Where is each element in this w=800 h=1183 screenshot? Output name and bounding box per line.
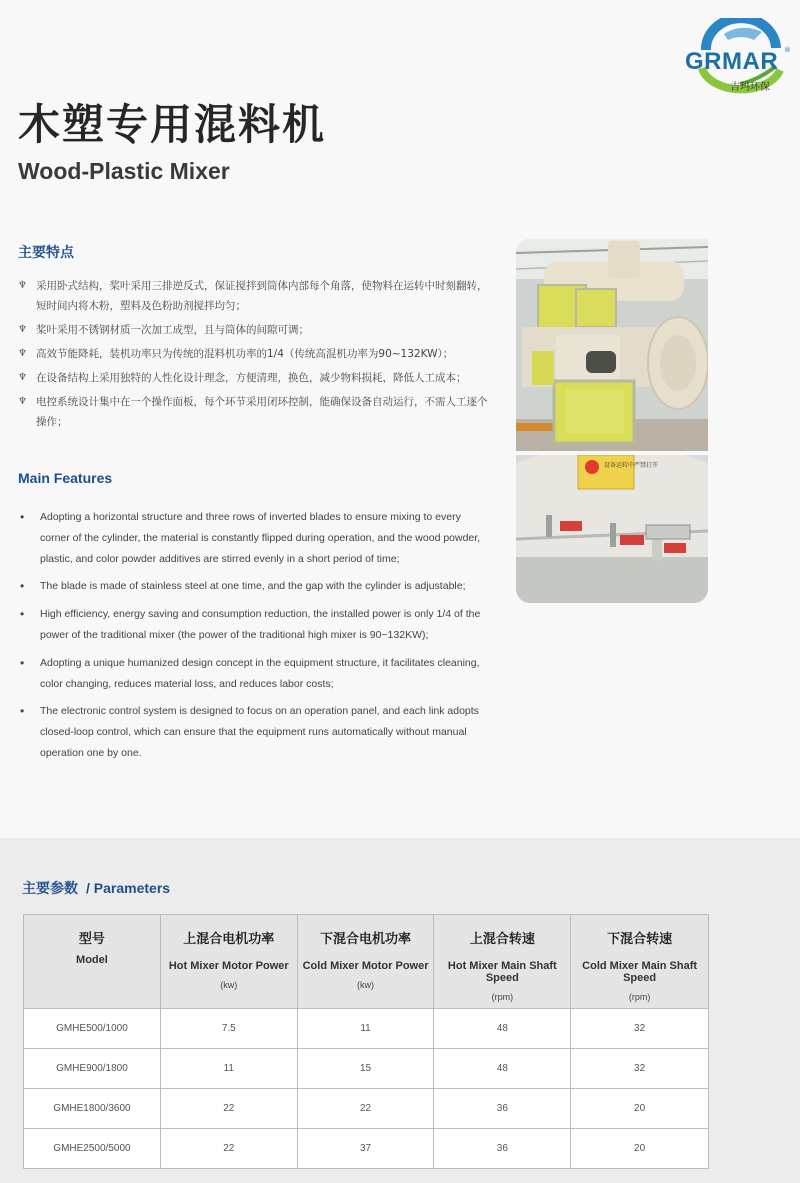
table-row [24, 1129, 709, 1169]
column-header-model: 型号 Model [24, 915, 161, 1009]
warning-sign-text: 设备运转中严禁打开 [604, 462, 659, 469]
list-item: • The electronic control system is designed to focus on an operation panel, and each link adopts closed-loop control, which can ensure that the equipment runs automatically without manual operation one by one. [18, 701, 488, 763]
cell-model: GMHE1800/3600 [24, 1089, 161, 1129]
page-title-en: Wood-Plastic Mixer [18, 158, 230, 184]
cell-cold-power: 22 [297, 1089, 434, 1129]
table-row [24, 1009, 709, 1049]
params-heading-cn: 主要参数 [22, 881, 78, 897]
table-header-row [24, 915, 709, 1009]
cell-cold-speed: 32 [571, 1049, 709, 1089]
mixer-machine-photo [516, 239, 708, 451]
logo-chinese-text: 吉玛环保 [730, 82, 770, 93]
bullet-icon: • [20, 579, 25, 594]
cell-model: GMHE500/1000 [24, 1009, 161, 1049]
bullet-icon: ♆ [18, 348, 27, 359]
list-item: • Adopting a unique humanized design concept in the equipment structure, it facilitates cleaning, color changing, reduces material loss, and reduces labor costs; [18, 653, 488, 695]
cell-cold-power: 15 [297, 1049, 434, 1089]
features-list-en [18, 507, 488, 771]
bullet-icon: ♆ [18, 324, 27, 335]
cell-cold-power: 11 [297, 1009, 434, 1049]
cell-hot-speed: 48 [434, 1049, 571, 1089]
page-title-cn: 木塑专用混料机 [18, 100, 327, 149]
cell-hot-power: 22 [160, 1129, 297, 1169]
table-row [24, 1089, 709, 1129]
cell-hot-speed: 48 [434, 1009, 571, 1049]
bullet-icon: • [20, 704, 25, 719]
features-heading-en: Main Features [18, 470, 113, 486]
bullet-icon: ♆ [18, 396, 27, 407]
bullet-icon: • [20, 607, 25, 622]
params-heading-en: / Parameters [86, 880, 171, 896]
column-header-cold-mixer-speed: 下混合转速 Cold Mixer Main Shaft Speed (rpm) [571, 915, 709, 1009]
list-item: ♆ 在设备结构上采用独特的人性化设计理念，方便清理，换色，减少物料损耗，降低人工成本； [18, 368, 488, 388]
parameters-table [23, 914, 709, 1169]
cell-hot-speed: 36 [434, 1129, 571, 1169]
cell-hot-speed: 36 [434, 1089, 571, 1129]
list-item: • The blade is made of stainless steel at one time, and the gap with the cylinder is adjustable; [18, 576, 488, 597]
cell-hot-power: 11 [160, 1049, 297, 1089]
list-item: ♆ 高效节能降耗，装机功率只为传统的混料机功率的1/4（传统高混机功率为90~132KW）； [18, 344, 488, 364]
bullet-icon: ♆ [18, 372, 27, 383]
column-header-hot-mixer-speed: 上混合转速 Hot Mixer Main Shaft Speed (rpm) [434, 915, 571, 1009]
grmar-logo [684, 18, 794, 96]
mixer-closeup-photo [516, 455, 708, 603]
cell-cold-speed: 32 [571, 1009, 709, 1049]
list-item: ♆ 桨叶采用不锈钢材质一次加工成型，且与筒体的间隙可调； [18, 320, 488, 340]
column-header-cold-mixer-power: 下混合电机功率 Cold Mixer Motor Power (kw) [297, 915, 434, 1009]
cell-model: GMHE2500/5000 [24, 1129, 161, 1169]
column-header-hot-mixer-power: 上混合电机功率 Hot Mixer Motor Power (kw) [160, 915, 297, 1009]
cell-model: GMHE900/1800 [24, 1049, 161, 1089]
cell-hot-power: 7.5 [160, 1009, 297, 1049]
cell-cold-power: 37 [297, 1129, 434, 1169]
cell-cold-speed: 20 [571, 1089, 709, 1129]
list-item: • Adopting a horizontal structure and three rows of inverted blades to ensure mixing to every corner of the cylinder, the material is constantly flipped during operation, and the wood powder, plastic, and color powder additives are stirred evenly in a short period of time; [18, 507, 488, 569]
table-row [24, 1049, 709, 1089]
logo-brand-text: GRMAR [685, 48, 779, 75]
list-item: ♆ 电控系统设计集中在一个操作面板，每个环节采用闭环控制，能确保设备自动运行，不需人工逐个操作； [18, 392, 488, 432]
features-heading-cn: 主要特点 [18, 245, 74, 261]
list-item: ♆ 采用卧式结构，桨叶采用三排逆反式，保证搅拌到筒体内部每个角落，使物料在运转中时刻翻转，短时间内将木粉，塑料及色粉助剂搅拌均匀； [18, 276, 488, 316]
bullet-icon: • [20, 655, 25, 670]
cell-hot-power: 22 [160, 1089, 297, 1129]
features-list-cn [18, 276, 488, 436]
registered-mark: ® [784, 46, 791, 54]
list-item: • High efficiency, energy saving and consumption reduction, the installed power is only 1/4 of the power of the traditional mixer (the power of the traditional high mixer is 90~132KW); [18, 604, 488, 646]
cell-cold-speed: 20 [571, 1129, 709, 1169]
bullet-icon: • [20, 510, 25, 524]
params-heading [22, 878, 170, 898]
bullet-icon: ♆ [18, 280, 27, 291]
